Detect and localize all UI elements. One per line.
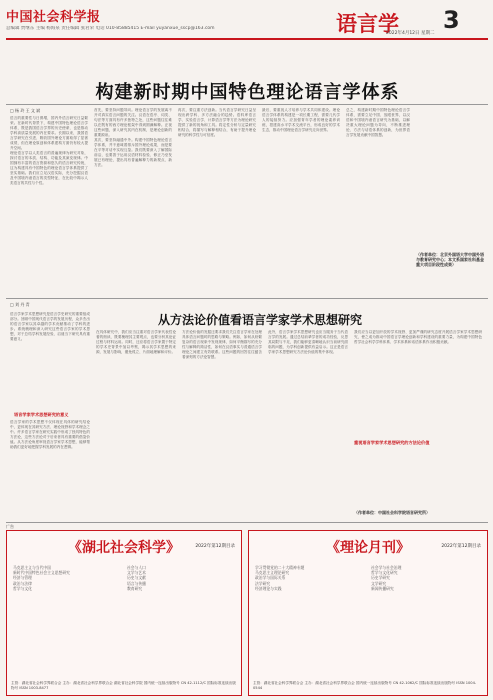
ad-toc-item[interactable]: 经济与管理 bbox=[13, 575, 32, 581]
masthead-rule bbox=[6, 38, 488, 40]
top-article-column-3 bbox=[178, 108, 256, 294]
second-article-headline: 从方法论价值看语言学家学术思想研究 bbox=[157, 313, 362, 327]
ad-toc-column bbox=[13, 565, 121, 591]
ad-title: 《湖北社会科学》 bbox=[68, 540, 180, 556]
ad-toc-column bbox=[127, 565, 235, 591]
ad-toc-item[interactable]: 新闻传播研究 bbox=[371, 585, 394, 591]
paragraph: 语言学家学术思想研究是语言学史研究的重要组成部分。回顾中国现代语言学的发展历程，众多杰出的语言学家以其卓越的学术贡献推动了学科的进步。系统梳理和深入研究这些语言学家的学术思想，对于总结学科发展经验、启迪当下研究具有重要意义。 bbox=[10, 312, 90, 341]
top-article-column-2 bbox=[94, 108, 172, 294]
ad-label: 广告 bbox=[6, 524, 14, 529]
paragraph: 我们应当以更加开放的学术视野、更加严谨的研究态度开展语言学家学术思想研究，使之成为推动中国语言学理论创新和学科建设的重要力量，为构建中国特色哲学社会科学学科体系、学术体系和话语体系作出积极贡献。 bbox=[354, 330, 482, 344]
second-article-column-1b bbox=[10, 420, 90, 520]
ad-toc-item[interactable]: 文学研究 bbox=[371, 580, 387, 586]
paragraph: 在具体研究中，我们应当注重对语言学家代表性论著的细读，既要梳理其主要观点，也要分析其论证过程与材料运用。同时，还应将语言学家置于特定的学术史背景中加以考察，揭示其学术思想的来源、发展与影响，避免孤立、片面地理解和评价。 bbox=[96, 330, 176, 354]
ad-toc-item[interactable]: 哲学与文化 bbox=[13, 585, 32, 591]
divider bbox=[6, 298, 488, 299]
paragraph: 再次，要注重方法创新。当代语言学研究日益呈现出跨学科、多方法融合的趋势。语料库语言学、实验语言学、计算语言学等方法为理论研究提供了新的视角和工具。将定性分析与定量研究相结合，将描写与解释相结合，有助于提升理论研究的科学性与可信度。 bbox=[178, 108, 256, 137]
second-article-column-3 bbox=[182, 330, 262, 520]
ad-toc-item[interactable]: 语言与传播 bbox=[127, 580, 146, 586]
paragraph: 最后，要重视人才培养与学术共同体建设。理论语言学体系的构建是一项长期工程，需要几代学人的接续努力。应加强青年学者的理论素养训练，搭建高水平学术交流平台，形成良好的学术生态，推动中国理论语言学研究走向世界。 bbox=[262, 108, 340, 132]
top-article-column-5 bbox=[346, 108, 410, 294]
ad-footer: 主管：湖北省社会科学界联合会 主办：湖北省社会科学界联合会 湖北省社会科学院 国内统一连续出版物号 CN 42-1112/C 国际标准连续出版物号 ISSN 1003-8477 bbox=[11, 681, 236, 691]
ad-toc-item[interactable]: 经济理论与实践 bbox=[255, 585, 282, 591]
issue-date: 2022年4月12日 星期二 bbox=[386, 31, 435, 36]
paragraph: 语言学家的学术思想不仅体现在具体的研究结论中，更体现在其研究方法、理论视野和学术理念之中。许多语言学家在研究实践中形成了独具特色的方法论，这些方法论对于后来者具有重要的借鉴价值。从方法论角度审视语言学家学术思想，能够帮助我们更好地把握学科发展的内在逻辑。 bbox=[10, 420, 90, 449]
second-article-subhead: 重视语言学家学术思想研究的方法论价值 bbox=[354, 440, 430, 445]
divider bbox=[6, 522, 488, 523]
ad-toc-item[interactable]: 历史学研究 bbox=[371, 575, 390, 581]
ad-footer: 主管：湖北省社会科学界联合会 主办：湖北省社会科学界联合会 国内统一连续出版物号 CN 42-1062/C 国际标准连续出版物号 ISSN 1004-0544 bbox=[253, 681, 477, 691]
paragraph: 首先，要坚持问题导向。理论语言学的发展离不开对真实语言问题的关注。汉语在语序、词类、句法等方面具有许多独特之处，这些问题往往难以在既有的西方理论框架中得到圆满解释。正视这些问题，深入研究其内在机制，是理论创新的重要源泉。 bbox=[94, 108, 172, 137]
top-article-column-1 bbox=[10, 116, 88, 294]
ad-toc-item[interactable]: 社会与人口 bbox=[127, 565, 146, 570]
second-article-subhead: 语言学家学术思想研究的意义 bbox=[14, 412, 69, 417]
second-article-column-2 bbox=[96, 330, 176, 520]
paragraph: 其次，要坚持融通中外。构建中国特色理论语言学体系，并不意味着排斥国外理论成果，而是要在平等对话中实现互鉴。我们既要深入了解国际前沿，也要善于运用汉语材料检验、修正乃至发展已有理论，提出具有普遍解释力的新观点、新方法。 bbox=[94, 138, 172, 167]
divider bbox=[6, 104, 488, 105]
ad-toc-item[interactable]: 法学研究 bbox=[255, 580, 271, 586]
top-article-byline: □ 杨 玲 王 文 斌 bbox=[10, 108, 41, 113]
ad-toc-item[interactable]: 学习贯彻党的二十大精神专题 bbox=[255, 565, 305, 570]
ad-theory-monthly bbox=[248, 530, 488, 696]
paragraph: 总之，构建新时期中国特色理论语言学体系，需要立足中国、放眼世界，以汉语和中国境内诸语言研究为基础，以解决重大理论问题为导向，不断推进理论、方法与话语体系的创新，为世界语言学发展贡献中国智慧。 bbox=[346, 108, 410, 137]
ad-toc-item[interactable]: 历史与文献 bbox=[127, 575, 146, 581]
paragraph: 此外，语言学家学术思想研究也应当服务于当代语言学的发展。通过总结前辈学者的成功经验，反思其局限与不足，我们能够更清晰地认识当前研究面临的问题，为学科创新提供有益启示。这正是语言学家学术思想研究方法论价值的集中体现。 bbox=[268, 330, 348, 354]
ad-toc-item[interactable]: 社会学与社会治理 bbox=[371, 565, 402, 570]
masthead bbox=[6, 6, 488, 50]
second-article-byline: □ 刘 丹 青 bbox=[10, 302, 30, 307]
section-name: 语言学 bbox=[336, 11, 399, 36]
ad-toc-item[interactable]: 新时代中国特色社会主义思想研究 bbox=[13, 570, 70, 576]
ad-toc-item[interactable]: 政治学与国际关系 bbox=[255, 575, 286, 581]
paragraph: 语言的重要性与日俱增，国内外语言研究日益繁荣。在新时代背景下，构建中国特色理论语言学体系，既是我国语言学界的历史使命，也是推动学科高质量发展的内在要求。长期以来，我国语言学研究在引进、吸收国外理论方面取得了显著成绩，但在理论原创和体系建构方面仍有较大提升空间。 bbox=[10, 116, 88, 150]
ad-toc-item[interactable]: 教育研究 bbox=[127, 585, 143, 591]
page-number: 3 bbox=[443, 6, 460, 34]
ad-toc-item[interactable]: 马克思主义与当代中国 bbox=[13, 565, 51, 570]
paragraph: 方法论价值的发掘还要求我们关注语言学家在处理具体语言问题时的思路与策略。例如，如何从纷繁复杂的语言现象中发现规律，如何平衡描写的充分性与解释的简洁性，如何在汉语事实与普通语言学理论之间建立有效联系。这些问题的回答往往蕴含着深刻的方法论智慧。 bbox=[182, 330, 262, 359]
newspaper-logo: 中国社会科学报 bbox=[6, 10, 101, 25]
second-article-column-5 bbox=[354, 330, 482, 440]
ad-toc-item[interactable]: 文学与艺术 bbox=[127, 570, 146, 576]
top-article-headline: 构建新时期中国特色理论语言学体系 bbox=[95, 82, 400, 103]
ad-toc-item[interactable]: 哲学与文化研究 bbox=[371, 570, 398, 576]
ad-toc-item[interactable]: 政治与法律 bbox=[13, 580, 32, 586]
editorial-meta: 总编辑 贾继东 主编 杨海泉 责任编辑 张君荣 电话 010-85885415 E-mail yuyanxue_sscp@163.com bbox=[6, 26, 215, 31]
ad-toc-item[interactable]: 马克思主义理论研究 bbox=[255, 570, 290, 576]
ad-title: 《理论月刊》 bbox=[326, 540, 410, 556]
ad-date: 2022年第12期目录 bbox=[195, 544, 235, 549]
ad-toc-column bbox=[255, 565, 365, 591]
second-article-column-4 bbox=[268, 330, 348, 520]
ad-toc-column bbox=[371, 565, 481, 591]
paragraph: 理论语言学以人类语言的普遍规律为研究对象，探讨语言的本质、结构、功能及其演变规律。中国拥有丰富的语言资源和悠久的语言研究传统，这为构建具有中国特色的理论语言学体系提供了坚实基础。我们应立足汉语实际，充分挖掘汉语及中国境内诸语言的类型特征，在比较中揭示人类语言的共性与个性。 bbox=[10, 151, 88, 185]
ad-date: 2022年第12期目录 bbox=[441, 544, 481, 549]
top-article-author-note: （作者单位：北京外国语大学中国外语与教育研究中心；本文系国家社科基金重大项目阶段性成果） bbox=[416, 252, 484, 267]
second-article-author-note: （作者单位：中国社会科学院语言研究所） bbox=[354, 510, 430, 515]
ad-hubei-social-sciences bbox=[6, 530, 242, 696]
top-article-column-4 bbox=[262, 108, 340, 294]
